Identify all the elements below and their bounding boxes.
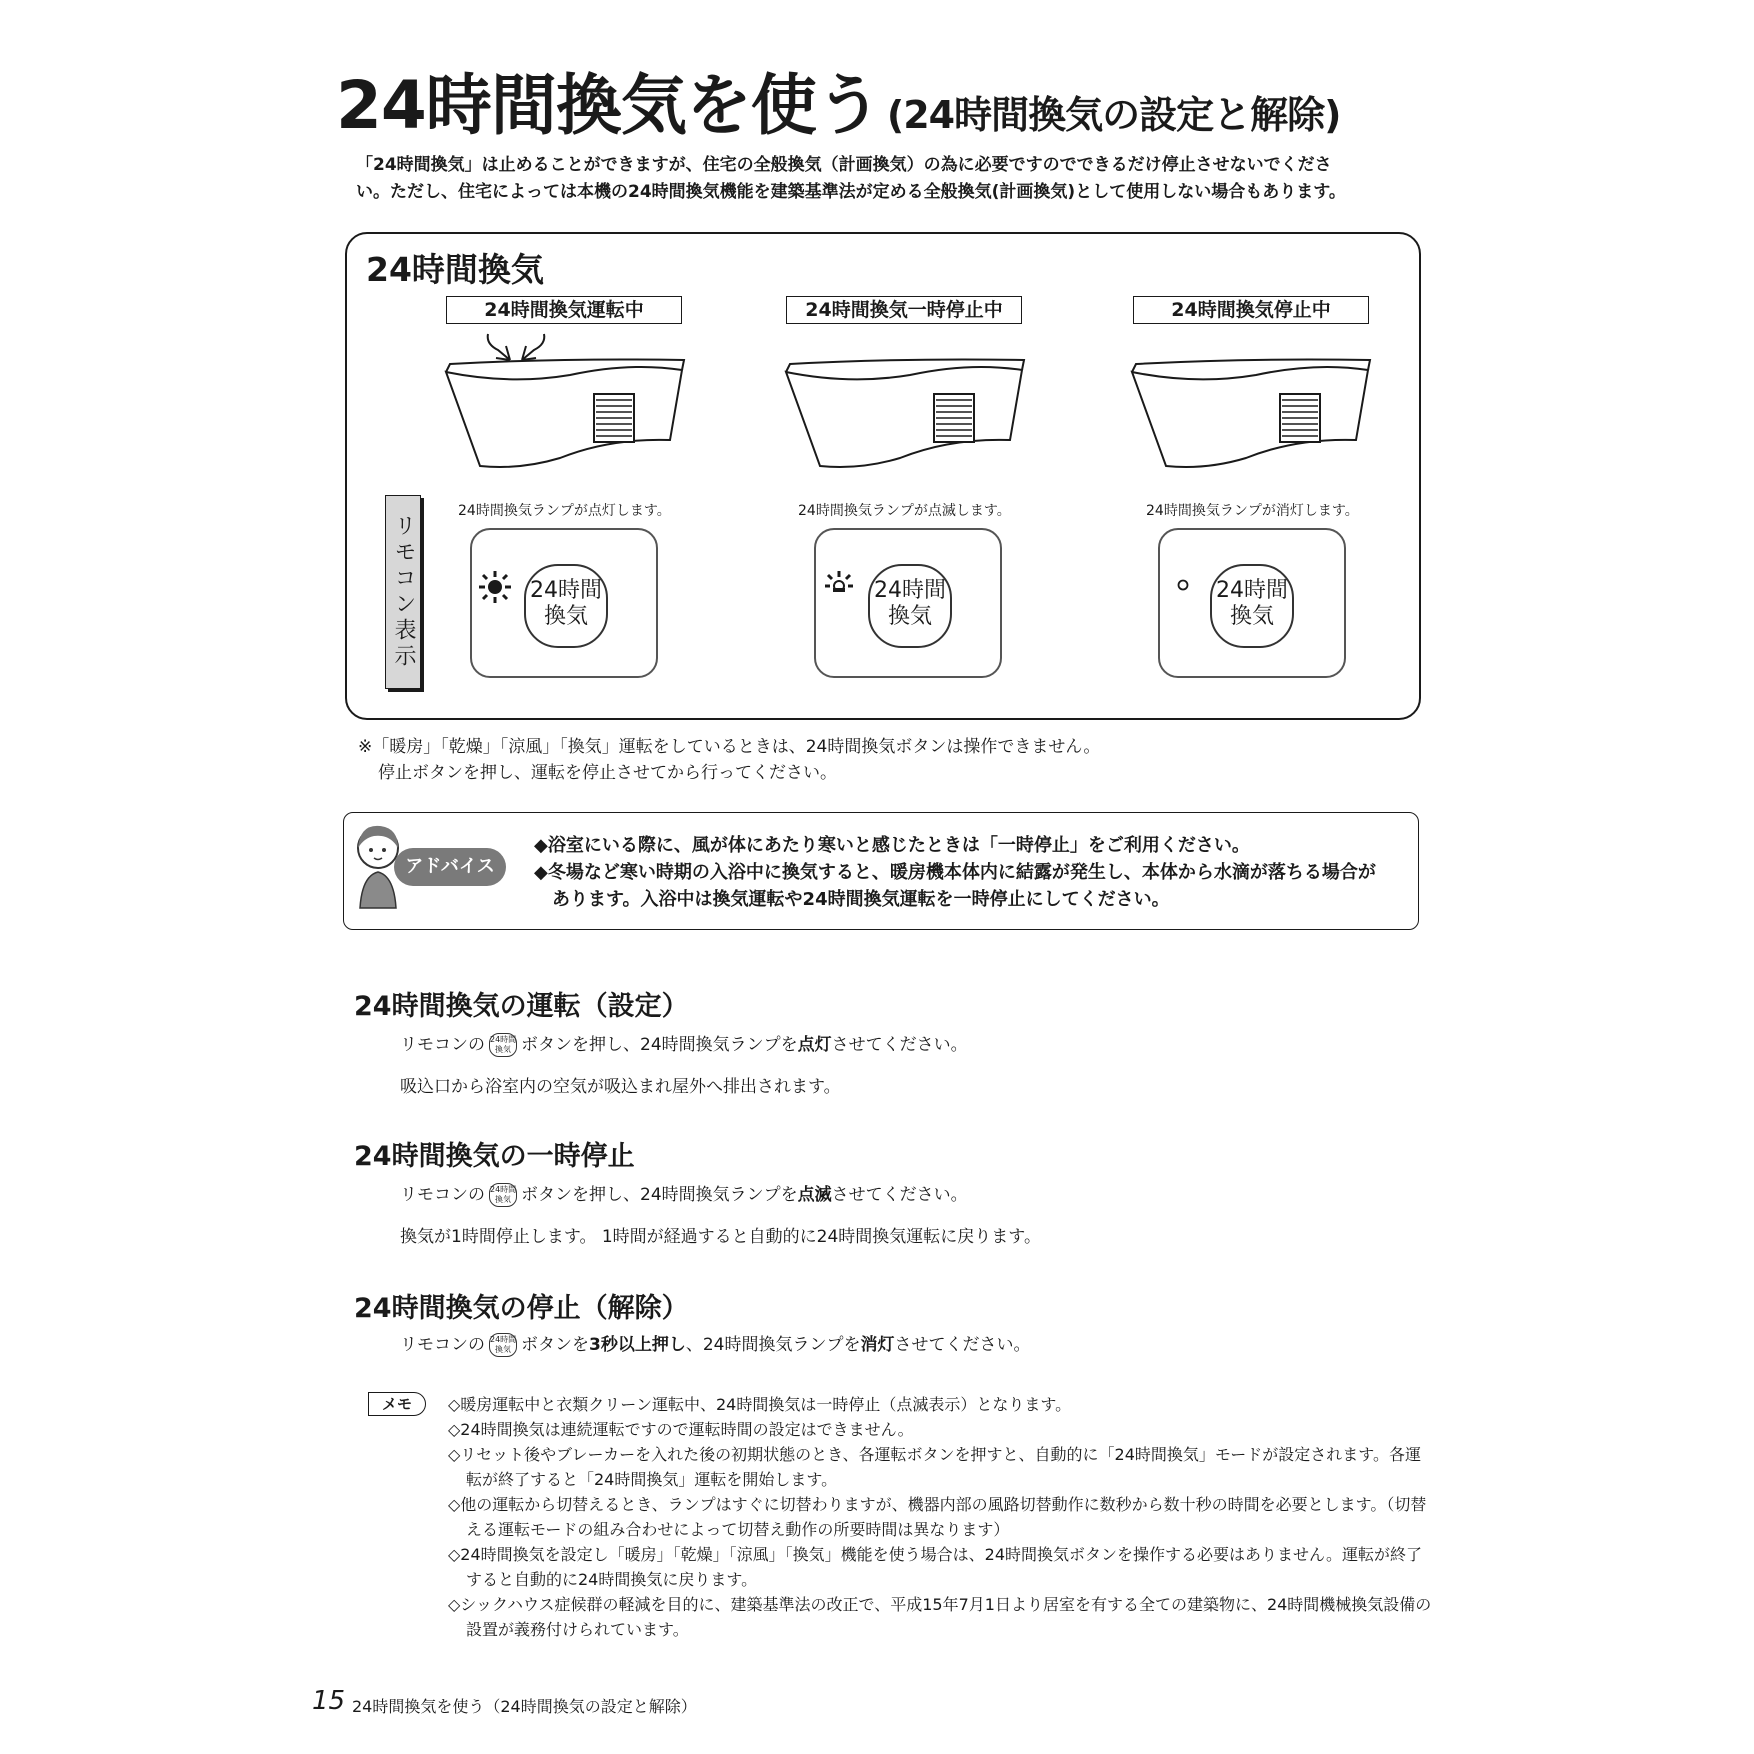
page-number: 15 — [312, 1686, 346, 1716]
advice-line: ◆冬場など寒い時期の入浴中に換気すると、暖房機本体内に結露が発生し、本体から水滴が落ちる場合が — [534, 862, 1376, 883]
memo-item: ◇24時間換気を設定し「暖房」「乾燥」「涼風」「換気」機能を使う場合は、24時間換気ボタンを操作する必要はありません。運転が終了すると自動的に24時間換気に戻ります。 — [448, 1545, 1422, 1589]
mini-button-top: 24時間 — [490, 1185, 517, 1194]
mini-button-top: 24時間 — [490, 1035, 517, 1044]
mini-button-bottom: 換気 — [495, 1345, 511, 1354]
instruction-text: させてください。 — [894, 1335, 1031, 1355]
heater-unit-illustration-running — [440, 330, 690, 480]
lamp-caption-stopped: 24時間換気ランプが消灯します。 — [1146, 503, 1359, 519]
page-title-sub: (24時間換気の設定と解除) — [886, 93, 1341, 137]
state-label-running: 24時間換気運転中 — [446, 296, 682, 324]
instruction-emphasis: 3秒以上押し — [589, 1335, 686, 1355]
footer-title: 24時間換気を使う（24時間換気の設定と解除） — [352, 1697, 697, 1716]
instruction-text: させてください。 — [831, 1035, 968, 1055]
section-instruction-set — [400, 1030, 968, 1057]
mini-24h-button-icon — [489, 1333, 517, 1357]
mini-button-bottom: 換気 — [495, 1045, 511, 1054]
memo-tag: メモ — [368, 1392, 426, 1416]
section-instruction-pause — [400, 1180, 968, 1207]
memo-list — [448, 1392, 1432, 1642]
note-line: ※「暖房」「乾燥」「涼風」「換気」運転をしているときは、24時間換気ボタンは操作できません。 — [358, 737, 1101, 757]
lamp-lit-icon — [478, 570, 512, 604]
page-title — [336, 52, 1340, 147]
operation-note — [358, 734, 1100, 786]
advice-line: あります。入浴中は換気運転や24時間換気運転を一時停止にしてください。 — [552, 889, 1170, 910]
remote-24h-button-running — [524, 564, 608, 648]
heater-unit-illustration-stopped — [1126, 350, 1376, 480]
mini-24h-button-icon — [489, 1183, 517, 1207]
instruction-text: 、24時間換気ランプを — [685, 1335, 861, 1355]
note-line: 停止ボタンを押し、運転を停止させてから行ってください。 — [378, 763, 837, 783]
state-label-stopped: 24時間換気停止中 — [1133, 296, 1369, 324]
remote-24h-button-stopped — [1210, 564, 1294, 648]
intro-paragraph — [356, 152, 1416, 206]
instruction-text: させてください。 — [831, 1185, 968, 1205]
button-label-bottom: 換気 — [543, 604, 588, 629]
advice-line: ◆浴室にいる際に、風が体にあたり寒いと感じたときは「一時停止」をご利用ください。 — [534, 835, 1250, 856]
mini-button-top: 24時間 — [490, 1335, 517, 1344]
lamp-caption-running: 24時間換気ランプが点灯します。 — [458, 503, 671, 519]
button-label-top: 24時間 — [530, 578, 602, 603]
button-label-top: 24時間 — [874, 578, 946, 603]
instruction-text: ボタンを押し、24時間換気ランプを — [521, 1185, 798, 1205]
lamp-off-icon — [1176, 578, 1190, 592]
mini-24h-button-icon — [489, 1033, 517, 1057]
remote-24h-button-paused — [868, 564, 952, 648]
heater-unit-illustration-paused — [780, 350, 1030, 480]
instruction-emphasis: 消灯 — [860, 1335, 895, 1355]
section-instruction-stop — [400, 1330, 1030, 1357]
intro-line: い。ただし、住宅によっては本機の24時間換気機能を建築基準法が定める全般換気(計画換気)として使用しない場合もあります。 — [356, 182, 1346, 202]
button-label-bottom: 換気 — [1229, 604, 1274, 629]
advice-badge: アドバイス — [394, 848, 506, 886]
panel-title: 24時間換気 — [366, 250, 544, 289]
memo-item: ◇暖房運転中と衣類クリーン運転中、24時間換気は一時停止（点滅表示）となります。 — [448, 1395, 1072, 1414]
memo-item: ◇シックハウス症候群の軽減を目的に、建築基準法の改正で、平成15年7月1日より居室を有する全ての建築物に、24時間機械換気設備の設置が義務付けられています。 — [448, 1595, 1432, 1639]
button-label-bottom: 換気 — [887, 604, 932, 629]
intro-line: 「24時間換気」は止めることができますが、住宅の全般換気（計画換気）の為に必要ですのでできるだけ停止させないでくださ — [356, 155, 1332, 175]
instruction-emphasis: 点滅 — [797, 1185, 832, 1205]
instruction-emphasis: 点灯 — [797, 1035, 832, 1055]
page-title-main: 24時間換気を使う — [336, 67, 881, 144]
remote-display-label: リモコン表示 — [385, 495, 421, 689]
section-heading-set: 24時間換気の運転（設定） — [354, 991, 689, 1022]
section-heading-stop: 24時間換気の停止（解除） — [354, 1293, 689, 1324]
state-label-paused: 24時間換気一時停止中 — [786, 296, 1022, 324]
instruction-text: ボタンを押し、24時間換気ランプを — [521, 1035, 798, 1055]
advice-text — [534, 832, 1376, 913]
lamp-blinking-icon — [822, 570, 856, 594]
instruction-text: リモコンの — [400, 1335, 485, 1355]
instruction-text: リモコンの — [400, 1185, 485, 1205]
section-heading-pause: 24時間換気の一時停止 — [354, 1141, 635, 1172]
section-detail-pause: 換気が1時間停止します。 1時間が経過すると自動的に24時間換気運転に戻ります。 — [400, 1227, 1041, 1247]
lamp-caption-paused: 24時間換気ランプが点滅します。 — [798, 503, 1011, 519]
instruction-text: ボタンを — [521, 1335, 589, 1355]
memo-item: ◇24時間換気は連続運転ですので運転時間の設定はできません。 — [448, 1420, 914, 1439]
mini-button-bottom: 換気 — [495, 1195, 511, 1204]
section-detail-set: 吸込口から浴室内の空気が吸込まれ屋外へ排出されます。 — [400, 1077, 841, 1097]
memo-item: ◇他の運転から切替えるとき、ランプはすぐに切替わりますが、機器内部の風路切替動作に数秒から数十秒の時間を必要とします。（切替える運転モードの組み合わせによって切替え動作の所要時間は異なります） — [448, 1495, 1427, 1539]
instruction-text: リモコンの — [400, 1035, 485, 1055]
button-label-top: 24時間 — [1216, 578, 1288, 603]
memo-item: ◇リセット後やブレーカーを入れた後の初期状態のとき、各運転ボタンを押すと、自動的に「24時間換気」モードが設定されます。各運転が終了すると「24時間換気」運転を開始します。 — [448, 1445, 1421, 1489]
